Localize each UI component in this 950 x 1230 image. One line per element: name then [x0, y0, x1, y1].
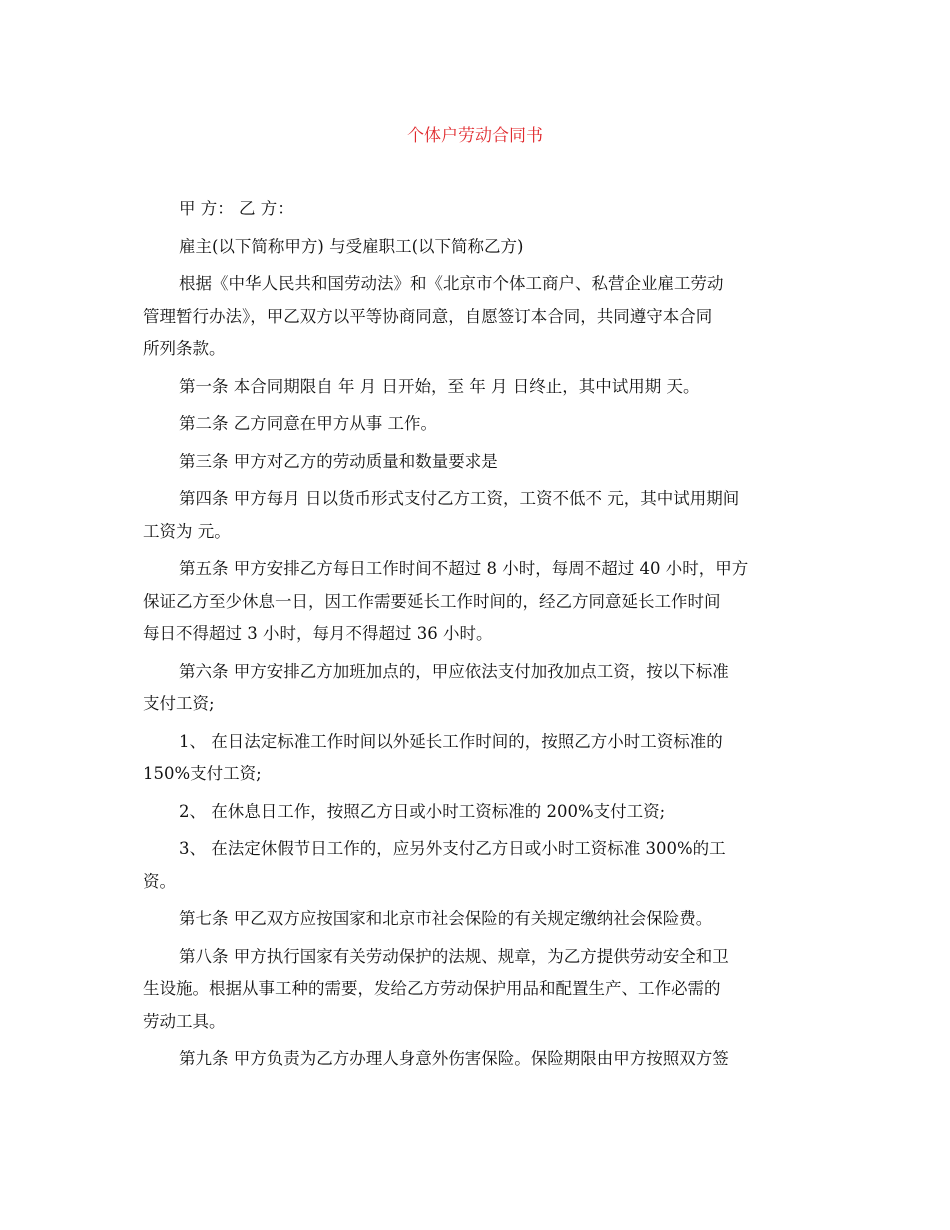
paragraph — [143, 268, 813, 366]
document-body — [143, 193, 813, 1081]
paragraph-line: 第八条 甲方执行国家有关劳动保护的法规、规章，为乙方提供劳动安全和卫 — [179, 946, 729, 966]
paragraph-line: 第二条 乙方同意在甲方从事 工作。 — [179, 414, 437, 433]
paragraph-line: 管理暂行办法》，甲乙双方以平等协商同意，自愿签订本合同，共同遵守本合同 — [143, 306, 713, 326]
paragraph-line: 支付工资; — [143, 694, 215, 713]
paragraph-line: 每日不得超过 3 小时，每月不得超过 36 小时。 — [143, 624, 493, 643]
paragraph — [143, 446, 813, 479]
document-title: 个体户劳动合同书 — [407, 126, 543, 146]
paragraph-line: 第五条 甲方安排乙方每日工作时间不超过 8 小时，每周不超过 40 小时，甲方 — [179, 559, 749, 578]
paragraph — [143, 193, 813, 226]
paragraph — [143, 903, 813, 936]
paragraph-line: 甲 方： 乙 方： — [179, 199, 294, 218]
paragraph — [143, 656, 813, 721]
paragraph-line: 保证乙方至少休息一日，因工作需要延长工作时间的，经乙方同意延长工作时间 — [143, 591, 721, 611]
paragraph — [143, 553, 813, 651]
paragraph — [143, 1043, 813, 1076]
paragraph — [143, 833, 813, 898]
paragraph-line: 生设施。根据从事工种的需要，发给乙方劳动保护用品和配置生产、工作必需的 — [143, 979, 721, 998]
paragraph-line: 2、 在休息日工作，按照乙方日或小时工资标准的 200%支付工资; — [179, 801, 666, 821]
paragraph-line: 3、 在法定休假节日工作的，应另外支付乙方日或小时工资标准 300%的工 — [179, 839, 726, 858]
paragraph-line: 第六条 甲方安排乙方加班加点的，甲应依法支付加孜加点工资，按以下标准 — [179, 661, 729, 681]
paragraph-line: 工资为 元。 — [143, 521, 231, 541]
paragraph-line: 根据《中华人民共和国劳动法》和《北京市个体工商户、私营企业雇工劳动 — [179, 274, 724, 293]
paragraph-line: 150%支付工资; — [143, 764, 262, 783]
paragraph-line: 第一条 本合同期限自 年 月 日开始，至 年 月 日终止，其中试用期 天。 — [179, 376, 700, 396]
paragraph-line: 所列条款。 — [143, 339, 226, 358]
paragraph-line: 资。 — [143, 871, 176, 891]
paragraph-line: 第七条 甲乙双方应按国家和北京市社会保险的有关规定缴纳社会保险费。 — [179, 909, 713, 928]
paragraph — [143, 371, 813, 404]
paragraph-line: 1、 在日法定标准工作时间以外延长工作时间的，按照乙方小时工资标准的 — [179, 731, 723, 751]
paragraph-line: 第四条 甲方每月 日以货币形式支付乙方工资，工资不低不 元，其中试用期间 — [179, 489, 740, 508]
paragraph — [143, 796, 813, 829]
paragraph-line: 第三条 甲方对乙方的劳动质量和数量要求是 — [179, 451, 498, 471]
paragraph-line: 雇主(以下简称甲方) 与受雇职工(以下简称乙方) — [179, 236, 524, 256]
paragraph — [143, 726, 813, 791]
paragraph — [143, 231, 813, 264]
paragraph — [143, 483, 813, 548]
paragraph-line: 劳动工具。 — [143, 1011, 226, 1031]
paragraph-line: 第九条 甲方负责为乙方办理人身意外伤害保险。保险期限由甲方按照双方签 — [179, 1049, 729, 1068]
paragraph — [143, 408, 813, 441]
paragraph — [143, 941, 813, 1039]
